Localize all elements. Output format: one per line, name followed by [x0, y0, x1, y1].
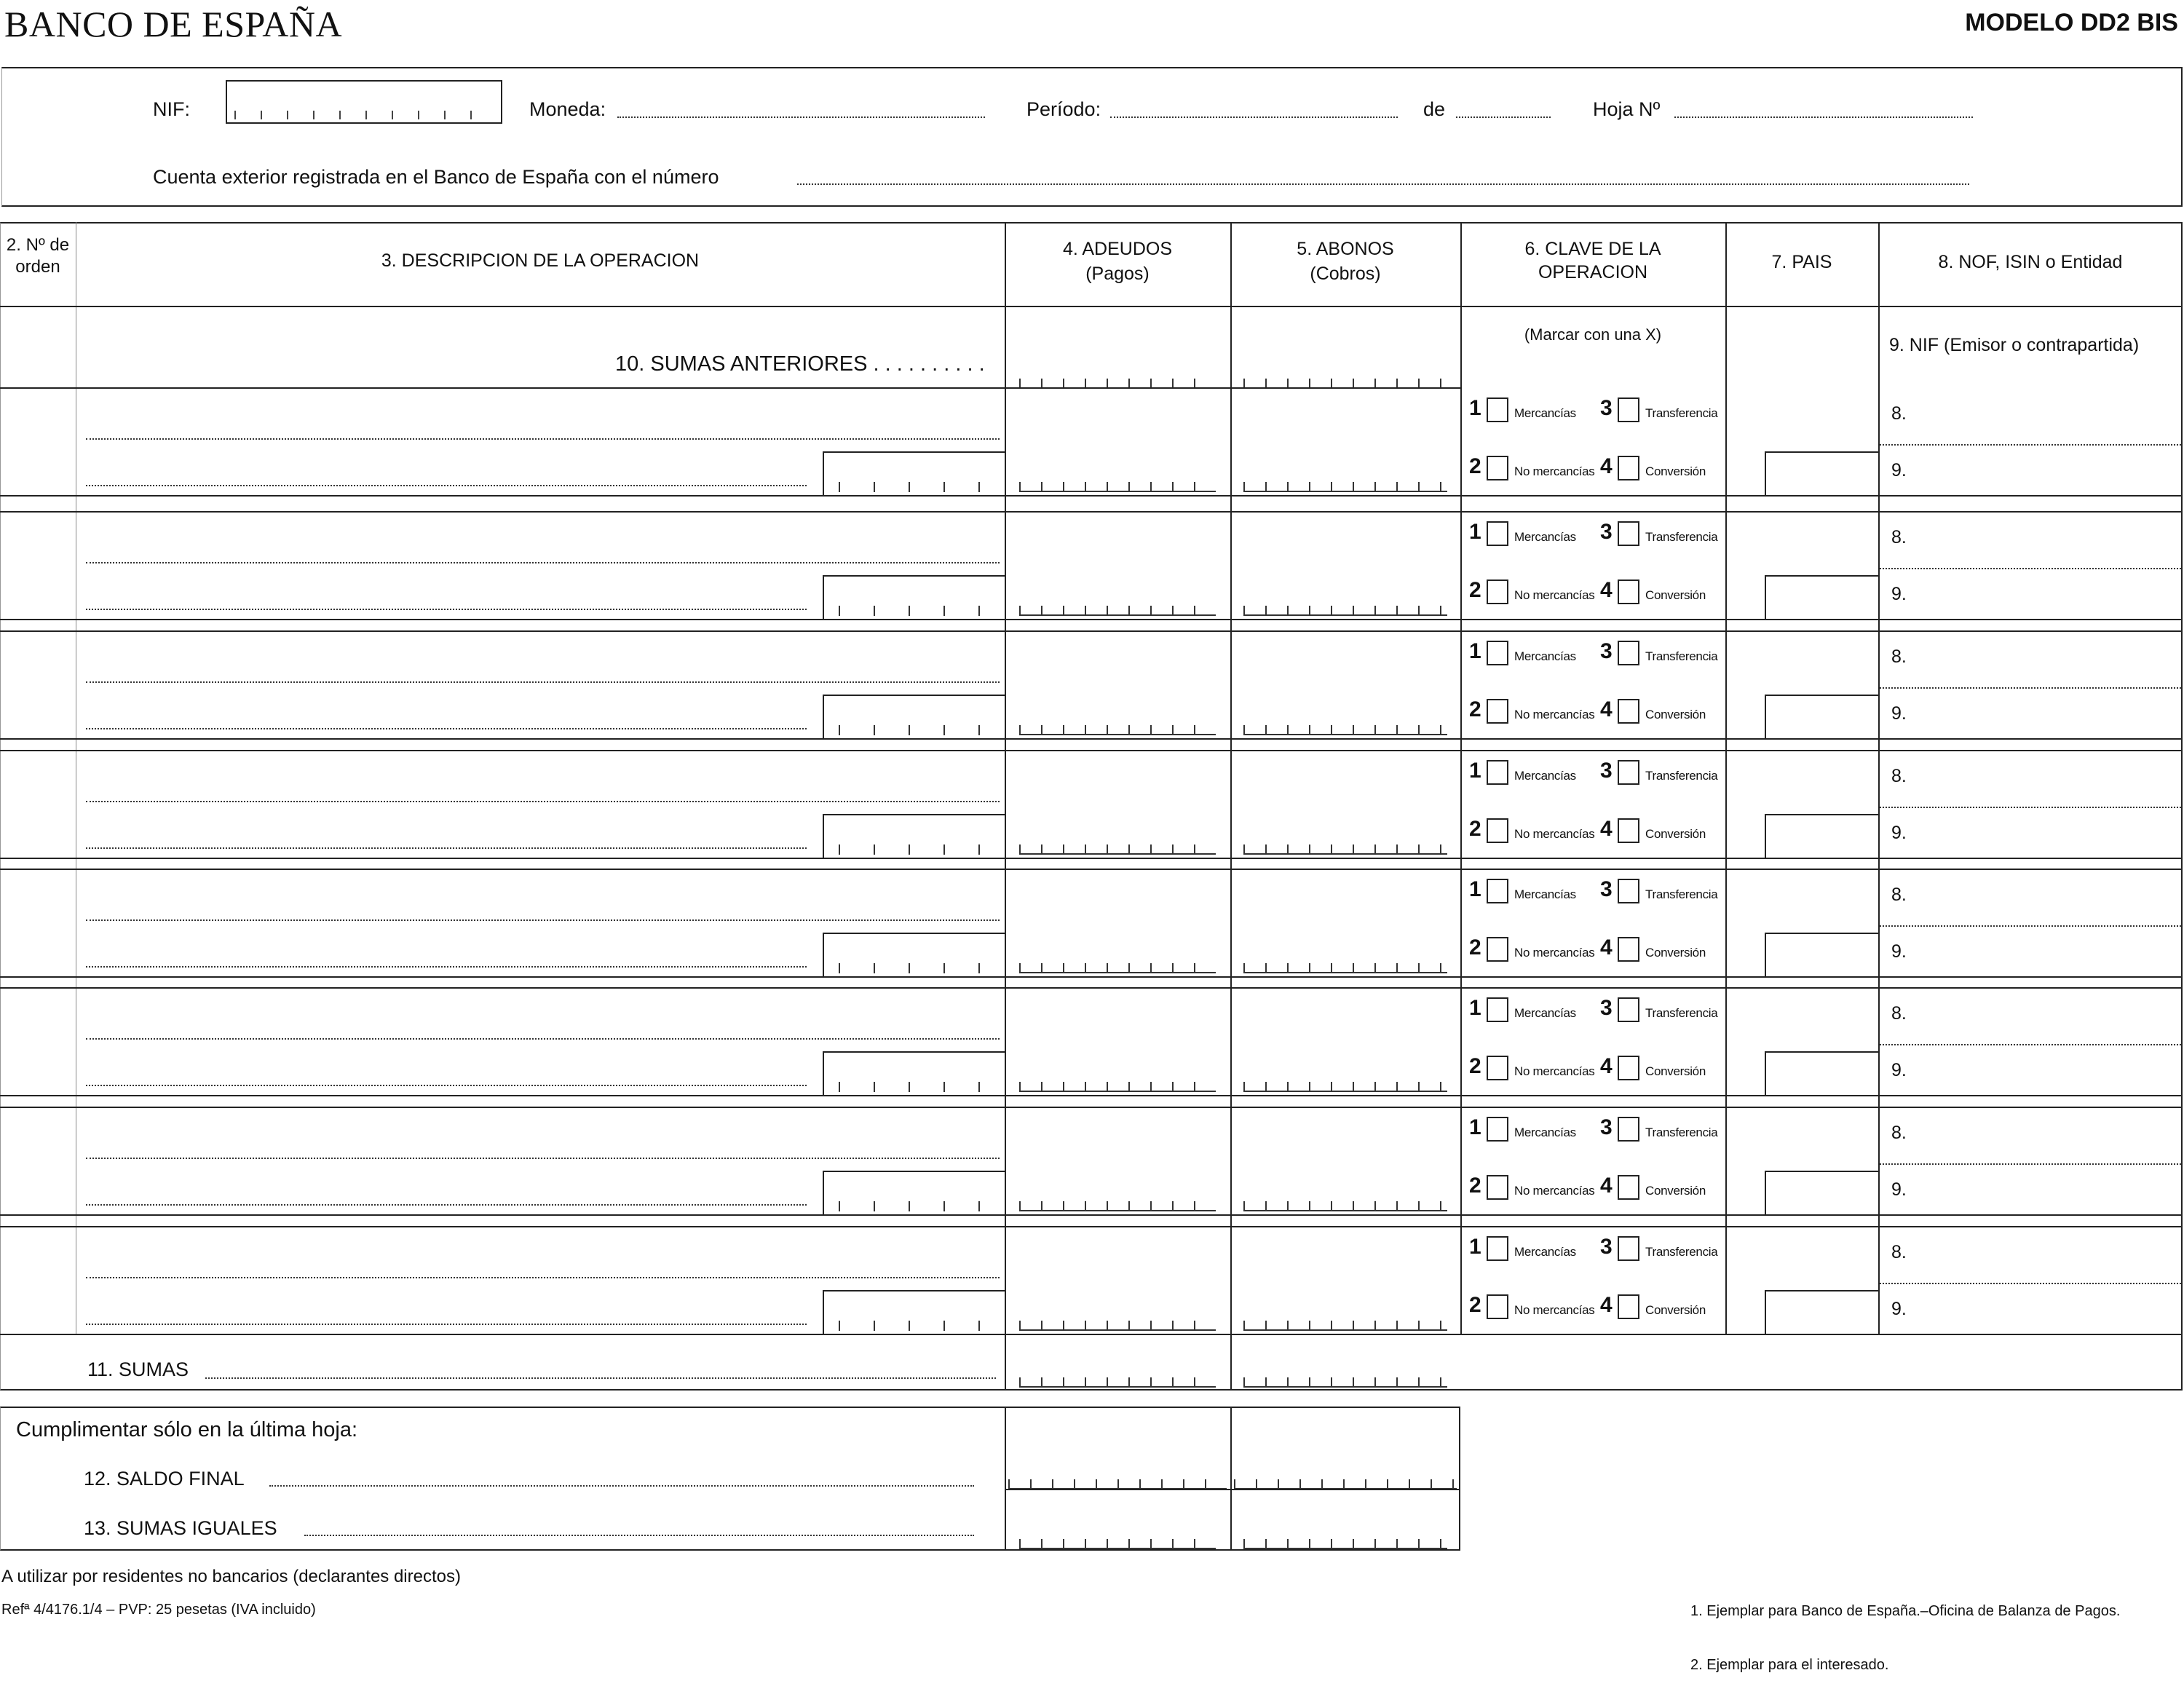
clave-code-2: 2 — [1469, 1293, 1481, 1317]
description-line-2[interactable] — [86, 1324, 807, 1325]
clave-checkbox[interactable] — [1618, 1056, 1639, 1080]
clave-label: Mercancías — [1514, 530, 1576, 544]
clave-code-0: 1 — [1469, 520, 1481, 544]
clave-code-1: 3 — [1600, 1235, 1613, 1259]
clave-label: Conversión — [1645, 588, 1706, 602]
code-ticks — [839, 606, 997, 616]
clave-code-3: 4 — [1600, 1054, 1613, 1078]
clave-label: Mercancías — [1514, 1126, 1576, 1139]
cuenta-label: Cuenta exterior registrada en el Banco de España con el número — [153, 166, 719, 188]
clave-code-2: 2 — [1469, 1054, 1481, 1078]
clave-checkbox[interactable] — [1618, 699, 1639, 724]
clave-code-1: 3 — [1600, 520, 1613, 544]
sumas-label: 11. SUMAS — [87, 1358, 189, 1380]
code-ticks — [839, 1082, 997, 1092]
description-line-1[interactable] — [86, 438, 1000, 440]
clave-code-0: 1 — [1469, 1115, 1481, 1139]
saldo-final-label: 12. SALDO FINAL — [84, 1468, 245, 1490]
clave-code-0: 1 — [1469, 877, 1481, 901]
description-code-box[interactable] — [823, 575, 1006, 620]
clave-label: Conversión — [1645, 1303, 1706, 1317]
sumas-iguales-label: 13. SUMAS IGUALES — [84, 1517, 277, 1539]
col-divider-clave — [1460, 222, 1462, 1334]
sumas-dotted — [205, 1377, 996, 1379]
clave-code-0: 1 — [1469, 996, 1481, 1020]
nif-label: NIF: — [153, 98, 190, 120]
de-label: de — [1423, 98, 1446, 120]
sumas-abonos[interactable] — [1243, 1377, 1447, 1388]
clave-label: No mercancías — [1514, 588, 1595, 602]
abonos-amount[interactable] — [1243, 844, 1447, 855]
description-line-1[interactable] — [86, 1277, 1000, 1278]
row-top-border — [0, 1226, 2183, 1227]
adeudos-amount[interactable] — [1019, 482, 1216, 492]
footer-utilizar: A utilizar por residentes no bancarios (declarantes directos) — [1, 1567, 461, 1586]
clave-code-0: 1 — [1469, 759, 1481, 783]
field-9-label: 9. — [1891, 460, 1907, 480]
abonos-amount[interactable] — [1243, 482, 1447, 492]
clave-label: Mercancías — [1514, 1006, 1576, 1020]
pais-box[interactable] — [1765, 814, 1880, 859]
abonos-amount[interactable] — [1243, 963, 1447, 973]
field-8-label: 8. — [1891, 766, 1907, 786]
totals-divider-1 — [1005, 1407, 1006, 1551]
clave-checkbox[interactable] — [1618, 997, 1639, 1022]
field-8-line[interactable] — [1880, 444, 2181, 446]
field-8-line[interactable] — [1880, 568, 2181, 569]
footer-ref: Refª 4/4176.1/4 – PVP: 25 pesetas (IVA incluido) — [1, 1602, 316, 1618]
clave-code-1: 3 — [1600, 996, 1613, 1020]
clave-code-2: 2 — [1469, 817, 1481, 841]
cuenta-field[interactable] — [797, 183, 1969, 185]
clave-code-1: 3 — [1600, 877, 1613, 901]
hoja-label: Hoja Nº — [1593, 98, 1661, 120]
clave-checkbox[interactable] — [1618, 937, 1639, 962]
clave-label: Mercancías — [1514, 649, 1576, 663]
field-9-label: 9. — [1891, 941, 1907, 962]
description-line-1[interactable] — [86, 1038, 1000, 1040]
row-top-border — [0, 869, 2183, 870]
description-line-1[interactable] — [86, 1158, 1000, 1159]
hoja-field[interactable] — [1674, 116, 1973, 118]
description-line-2[interactable] — [86, 847, 807, 849]
clave-checkbox[interactable] — [1618, 879, 1639, 903]
field-8-label: 8. — [1891, 1123, 1907, 1143]
row-top-border — [0, 630, 2183, 632]
clave-code-2: 2 — [1469, 454, 1481, 478]
bank-name: BANCO DE ESPAÑA — [4, 4, 343, 44]
clave-checkbox[interactable] — [1487, 997, 1508, 1022]
code-ticks — [839, 1201, 997, 1211]
description-line-1[interactable] — [86, 562, 1000, 563]
pais-box[interactable] — [1765, 451, 1880, 497]
clave-code-2: 2 — [1469, 935, 1481, 960]
adeudos-amount[interactable] — [1019, 1201, 1216, 1211]
description-line-2[interactable] — [86, 1204, 807, 1206]
saldo-final-adeudos[interactable] — [1008, 1479, 1227, 1490]
description-code-box[interactable] — [823, 695, 1006, 740]
description-code-box[interactable] — [823, 1171, 1006, 1216]
clave-checkbox[interactable] — [1487, 760, 1508, 785]
clave-checkbox[interactable] — [1618, 521, 1639, 546]
clave-label: Transferencia — [1645, 1006, 1718, 1020]
sumas-iguales-adeudos[interactable] — [1019, 1539, 1216, 1549]
clave-checkbox[interactable] — [1487, 456, 1508, 480]
clave-checkbox[interactable] — [1618, 1175, 1639, 1200]
clave-label: No mercancías — [1514, 464, 1595, 478]
adeudos-amount[interactable] — [1019, 1082, 1216, 1092]
field-8-line[interactable] — [1880, 687, 2181, 689]
clave-label: Transferencia — [1645, 1126, 1718, 1139]
clave-code-3: 4 — [1600, 817, 1613, 841]
clave-code-1: 3 — [1600, 759, 1613, 783]
clave-label: Conversión — [1645, 1064, 1706, 1078]
clave-checkbox[interactable] — [1487, 1236, 1508, 1261]
clave-checkbox[interactable] — [1487, 1056, 1508, 1080]
description-code-box[interactable] — [823, 933, 1006, 978]
clave-code-0: 1 — [1469, 1235, 1481, 1259]
sumas-iguales-abonos[interactable] — [1243, 1539, 1447, 1549]
clave-checkbox[interactable] — [1487, 1294, 1508, 1319]
adeudos-amount[interactable] — [1019, 844, 1216, 855]
clave-label: No mercancías — [1514, 946, 1595, 960]
model-number: MODELO DD2 BIS — [1965, 9, 2178, 36]
sumas-anteriores-divider — [0, 387, 1460, 389]
description-code-box[interactable] — [823, 1051, 1006, 1096]
moneda-field[interactable] — [617, 116, 985, 118]
field-8-label: 8. — [1891, 646, 1907, 667]
clave-label: Mercancías — [1514, 1245, 1576, 1259]
clave-label: Conversión — [1645, 946, 1706, 960]
sumas-anteriores-label: 10. SUMAS ANTERIORES . . . . . . . . . . — [615, 352, 985, 376]
clave-label: Transferencia — [1645, 1245, 1718, 1259]
field-8-label: 8. — [1891, 885, 1907, 905]
col-divider-nof — [1878, 222, 1880, 1334]
clave-checkbox[interactable] — [1618, 641, 1639, 665]
clave-checkbox[interactable] — [1618, 1236, 1639, 1261]
clave-checkbox[interactable] — [1487, 879, 1508, 903]
clave-checkbox[interactable] — [1487, 937, 1508, 962]
clave-checkbox[interactable] — [1618, 818, 1639, 843]
field-8-label: 8. — [1891, 1242, 1907, 1262]
col-adeudos: 4. ADEUDOS — [1062, 239, 1173, 259]
saldo-final-dotted — [269, 1485, 974, 1487]
clave-label: Transferencia — [1645, 530, 1718, 544]
clave-label: No mercancías — [1514, 1303, 1595, 1317]
field-8-line[interactable] — [1880, 807, 2181, 808]
pais-box[interactable] — [1765, 1051, 1880, 1096]
periodo-label: Período: — [1026, 98, 1101, 120]
pais-box[interactable] — [1765, 1290, 1880, 1335]
moneda-label: Moneda: — [529, 98, 606, 120]
description-line-2[interactable] — [86, 728, 807, 729]
marcar-note: (Marcar con una X) — [1524, 325, 1662, 344]
clave-label: Conversión — [1645, 464, 1706, 478]
description-line-1[interactable] — [86, 919, 1000, 921]
row-top-border — [0, 750, 2183, 751]
clave-code-2: 2 — [1469, 1174, 1481, 1198]
clave-checkbox[interactable] — [1618, 1294, 1639, 1319]
col-pais: 7. PAIS — [1771, 252, 1832, 272]
clave-code-1: 3 — [1600, 639, 1613, 663]
de-field[interactable] — [1456, 116, 1551, 118]
pais-box[interactable] — [1765, 575, 1880, 620]
footer-ejemplar-2: 2. Ejemplar para el interesado. — [1690, 1657, 1889, 1673]
clave-label: Transferencia — [1645, 649, 1718, 663]
col-abonos-sub: (Cobros) — [1310, 264, 1381, 284]
clave-checkbox[interactable] — [1487, 521, 1508, 546]
col-descripcion: 3. DESCRIPCION DE LA OPERACION — [381, 250, 700, 271]
clave-code-3: 4 — [1600, 578, 1613, 602]
clave-label: Transferencia — [1645, 406, 1718, 420]
clave-code-1: 3 — [1600, 1115, 1613, 1139]
pais-box[interactable] — [1765, 933, 1880, 978]
col-clave: 6. CLAVE DE LA OPERACION — [1524, 239, 1661, 282]
clave-label: Conversión — [1645, 827, 1706, 841]
field-9-label: 9. — [1891, 1060, 1907, 1080]
description-line-1[interactable] — [86, 801, 1000, 802]
clave-label: No mercancías — [1514, 708, 1595, 721]
clave-label: Conversión — [1645, 1184, 1706, 1198]
adeudos-amount[interactable] — [1019, 606, 1216, 616]
clave-label: Mercancías — [1514, 406, 1576, 420]
clave-code-3: 4 — [1600, 1174, 1613, 1198]
clave-checkbox[interactable] — [1487, 1175, 1508, 1200]
saldo-final-abonos[interactable] — [1234, 1479, 1457, 1490]
clave-label: Transferencia — [1645, 887, 1718, 901]
row-top-border — [0, 1107, 2183, 1108]
abonos-amount[interactable] — [1243, 725, 1447, 735]
pais-box[interactable] — [1765, 1171, 1880, 1216]
clave-code-0: 1 — [1469, 639, 1481, 663]
description-code-box[interactable] — [823, 1290, 1006, 1335]
clave-checkbox[interactable] — [1487, 397, 1508, 422]
col-nof: 8. NOF, ISIN o Entidad — [1938, 252, 2123, 272]
clave-checkbox[interactable] — [1487, 818, 1508, 843]
clave-checkbox[interactable] — [1487, 699, 1508, 724]
description-code-box[interactable] — [823, 814, 1006, 859]
description-code-box[interactable] — [823, 451, 1006, 497]
description-line-1[interactable] — [86, 681, 1000, 683]
field-9-label: 9. — [1891, 703, 1907, 724]
nif-ticks — [234, 111, 494, 119]
abonos-amount[interactable] — [1243, 1321, 1447, 1331]
adeudos-amount[interactable] — [1019, 1321, 1216, 1331]
code-ticks — [839, 1321, 997, 1331]
clave-label: Mercancías — [1514, 887, 1576, 901]
cumplimentar-label: Cumplimentar sólo en la última hoja: — [16, 1418, 358, 1441]
field-8-line[interactable] — [1880, 925, 2181, 927]
col-nif-emisor: 9. NIF (Emisor o contrapartida) — [1889, 335, 2140, 355]
clave-code-1: 3 — [1600, 396, 1613, 420]
field-8-label: 8. — [1891, 1003, 1907, 1024]
col-orden: 2. Nº de orden — [6, 235, 70, 277]
description-line-2[interactable] — [86, 609, 807, 610]
abonos-amount[interactable] — [1243, 1082, 1447, 1092]
abonos-amount[interactable] — [1243, 606, 1447, 616]
row-top-border — [0, 987, 2183, 989]
description-line-2[interactable] — [86, 485, 807, 486]
clave-label: No mercancías — [1514, 827, 1595, 841]
clave-code-3: 4 — [1600, 1293, 1613, 1317]
clave-code-3: 4 — [1600, 935, 1613, 960]
clave-label: No mercancías — [1514, 1064, 1595, 1078]
clave-checkbox[interactable] — [1618, 579, 1639, 604]
clave-checkbox[interactable] — [1487, 641, 1508, 665]
code-ticks — [839, 963, 997, 973]
clave-label: Conversión — [1645, 708, 1706, 721]
clave-checkbox[interactable] — [1487, 579, 1508, 604]
clave-checkbox[interactable] — [1618, 397, 1639, 422]
field-8-label: 8. — [1891, 403, 1907, 424]
clave-code-3: 4 — [1600, 454, 1613, 478]
col-abonos: 5. ABONOS — [1297, 239, 1394, 259]
clave-label: No mercancías — [1514, 1184, 1595, 1198]
code-ticks — [839, 844, 997, 855]
col-divider-pais — [1725, 222, 1727, 1334]
col-adeudos-sub: (Pagos) — [1085, 264, 1150, 284]
nif-input[interactable] — [226, 80, 502, 124]
clave-code-2: 2 — [1469, 578, 1481, 602]
field-9-label: 9. — [1891, 584, 1907, 604]
clave-code-2: 2 — [1469, 697, 1481, 721]
row-top-border — [0, 511, 2183, 513]
description-line-2[interactable] — [86, 1085, 807, 1086]
description-line-2[interactable] — [86, 966, 807, 968]
field-8-line[interactable] — [1880, 1163, 2181, 1165]
clave-code-3: 4 — [1600, 697, 1613, 721]
periodo-field[interactable] — [1110, 116, 1398, 118]
totals-divider-2 — [1230, 1407, 1232, 1551]
clave-checkbox[interactable] — [1487, 1117, 1508, 1142]
clave-checkbox[interactable] — [1618, 760, 1639, 785]
code-ticks — [839, 725, 997, 735]
saldo-final-line — [1005, 1489, 1460, 1490]
abonos-amount[interactable] — [1243, 1201, 1447, 1211]
field-9-label: 9. — [1891, 823, 1907, 843]
adeudos-amount[interactable] — [1019, 963, 1216, 973]
field-8-line[interactable] — [1880, 1283, 2181, 1284]
adeudos-amount[interactable] — [1019, 725, 1216, 735]
sumas-iguales-dotted — [304, 1535, 974, 1536]
field-8-label: 8. — [1891, 527, 1907, 547]
header-divider — [0, 306, 2183, 307]
clave-label: Mercancías — [1514, 769, 1576, 783]
clave-code-0: 1 — [1469, 396, 1481, 420]
code-ticks — [839, 482, 997, 492]
field-9-label: 9. — [1891, 1179, 1907, 1200]
footer-ejemplar-1: 1. Ejemplar para Banco de España.–Oficina de Balanza de Pagos. — [1690, 1603, 2121, 1619]
field-9-label: 9. — [1891, 1299, 1907, 1319]
clave-label: Transferencia — [1645, 769, 1718, 783]
pais-box[interactable] — [1765, 695, 1880, 740]
field-8-line[interactable] — [1880, 1044, 2181, 1045]
clave-checkbox[interactable] — [1618, 456, 1639, 480]
sumas-adeudos[interactable] — [1019, 1377, 1216, 1388]
clave-checkbox[interactable] — [1618, 1117, 1639, 1142]
